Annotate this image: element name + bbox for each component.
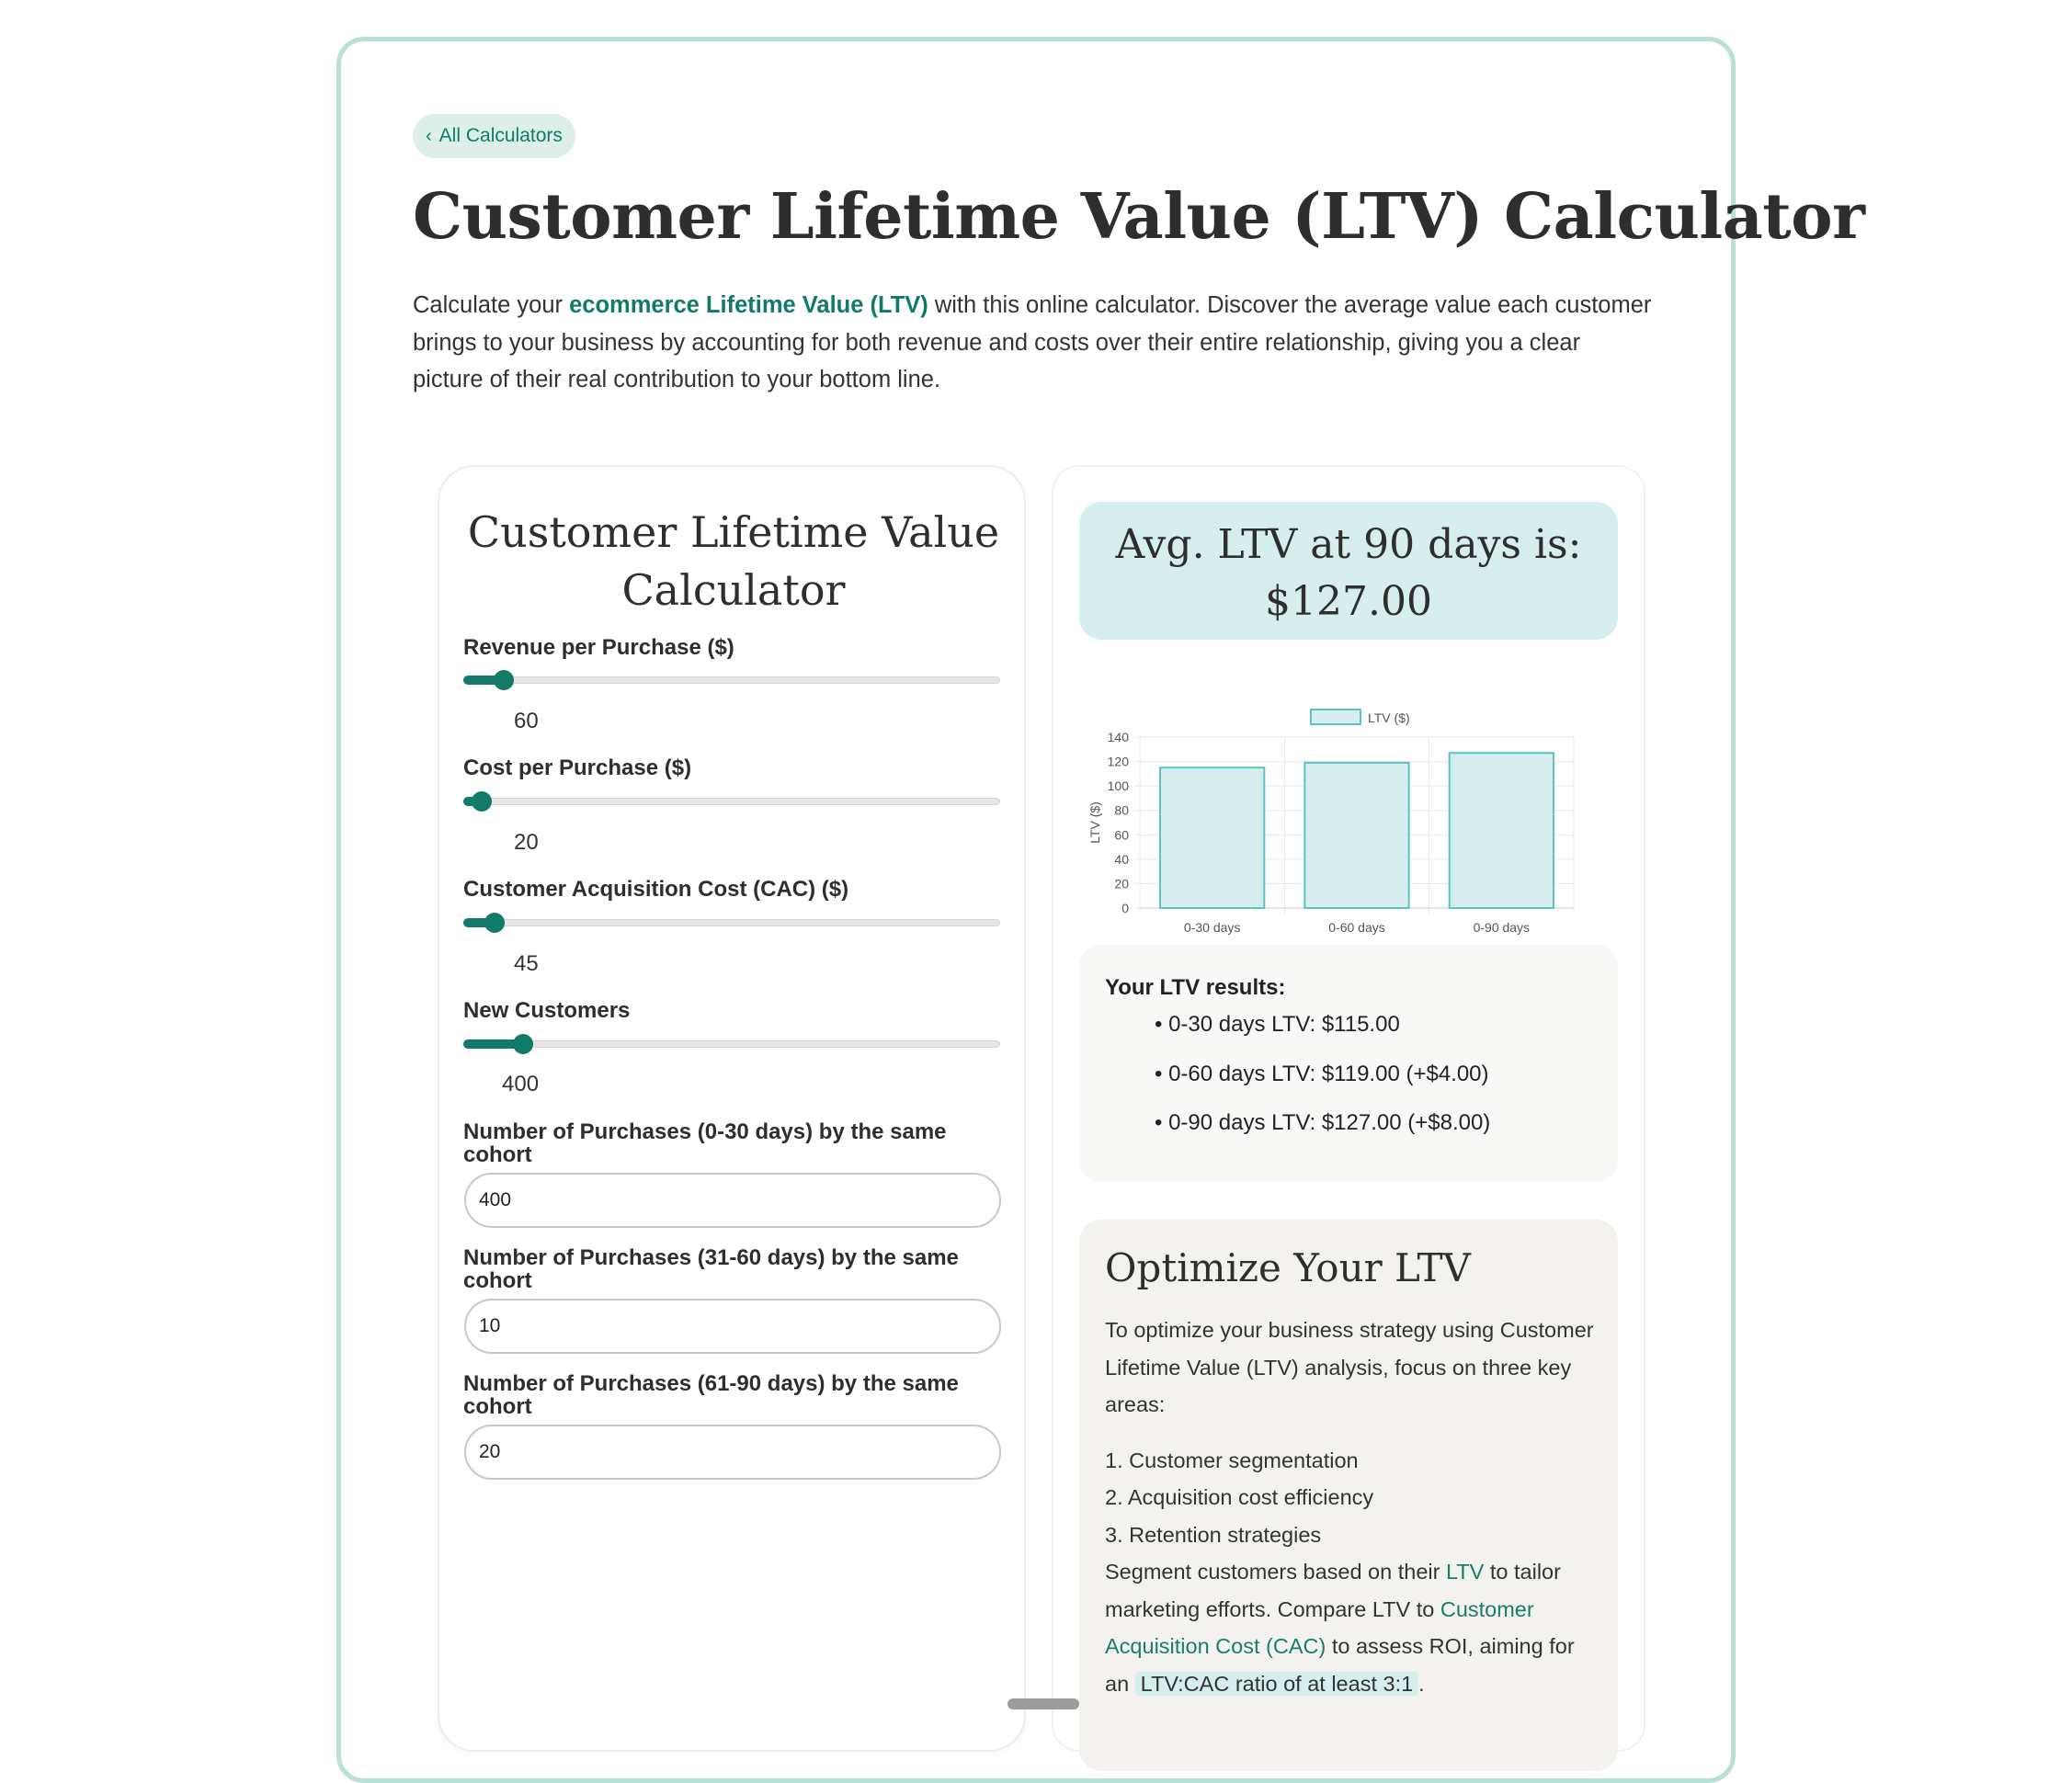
cac-slider[interactable] xyxy=(463,916,1000,929)
optimize-text: . xyxy=(1418,1671,1425,1696)
result-item: • 0-90 days LTV: $127.00 (+$8.00) xyxy=(1155,1110,1491,1135)
all-calculators-button[interactable] xyxy=(413,114,575,158)
optimize-text: Segment customers based on their xyxy=(1105,1560,1446,1584)
new-customers-value: 400 xyxy=(502,1072,540,1096)
slider-thumb[interactable] xyxy=(513,1034,533,1054)
bar xyxy=(1450,753,1554,908)
new-customers-label: New Customers xyxy=(463,998,631,1023)
ltv-bar-chart xyxy=(1079,698,1594,947)
purchases-61-90-input[interactable]: 20 xyxy=(464,1425,1001,1480)
optimize-heading: Optimize Your LTV xyxy=(1105,1245,1471,1290)
optimize-list-item: 3. Retention strategies xyxy=(1105,1523,1322,1547)
avg-ltv-heading: Avg. LTV at 90 days is: xyxy=(1115,521,1582,568)
y-tick-label: 60 xyxy=(1114,827,1129,843)
cac-inline-link[interactable]: Customer Acquisition Cost (CAC) xyxy=(1105,1596,1534,1658)
cost-label: Cost per Purchase ($) xyxy=(463,755,692,780)
optimize-text: to tailor marketing efforts. Compare LTV to xyxy=(1105,1560,1561,1621)
slider-thumb[interactable] xyxy=(494,670,514,690)
optimize-text: to assess ROI, aiming for an xyxy=(1105,1634,1575,1696)
new-customers-slider[interactable] xyxy=(463,1038,1000,1050)
purchases-31-60-label: Number of Purchases (31-60 days) by the same cohort xyxy=(463,1245,959,1293)
results-title: Your LTV results: xyxy=(1105,975,1286,1000)
y-tick-label: 80 xyxy=(1114,802,1129,818)
cost-slider[interactable] xyxy=(463,795,1000,808)
legend-swatch xyxy=(1311,710,1360,724)
x-tick-label: 0-60 days xyxy=(1328,920,1385,935)
purchases-31-60-input[interactable]: 10 xyxy=(464,1299,1001,1354)
optimize-list-item: 2. Acquisition cost efficiency xyxy=(1105,1485,1374,1509)
result-item: • 0-60 days LTV: $119.00 (+$4.00) xyxy=(1155,1062,1489,1086)
ltv-inline-link[interactable]: LTV xyxy=(1445,1560,1485,1584)
purchases-61-90-label: Number of Purchases (61-90 days) by the same cohort xyxy=(463,1371,959,1419)
x-tick-label: 0-30 days xyxy=(1183,920,1241,935)
intro-text-end: with this online calculator. Discover the average value each customer brings to your business by accounting for both revenue and costs over their entire relationship, giving you a clear picture of their real contribution to your bottom line. xyxy=(413,292,1652,392)
cac-label: Customer Acquisition Cost (CAC) ($) xyxy=(463,877,849,902)
page-title: Customer Lifetime Value (LTV) Calculator xyxy=(413,180,1865,254)
bar xyxy=(1160,767,1264,908)
result-item: • 0-30 days LTV: $115.00 xyxy=(1155,1012,1400,1037)
chevron-left-icon: ‹ xyxy=(426,125,432,146)
all-calculators-label: All Calculators xyxy=(438,125,563,146)
calculator-heading: Customer Lifetime Value Calculator xyxy=(467,507,1000,615)
optimize-list-item: 1. Customer segmentation xyxy=(1105,1448,1359,1472)
bar xyxy=(1304,763,1408,908)
revenue-value: 60 xyxy=(514,709,539,733)
y-tick-label: 100 xyxy=(1107,778,1129,794)
ltv-link[interactable]: ecommerce Lifetime Value (LTV) xyxy=(569,292,928,318)
ratio-highlight: LTV:CAC ratio of at least 3:1 xyxy=(1135,1672,1419,1696)
avg-ltv-box xyxy=(1079,502,1618,640)
x-tick-label: 0-90 days xyxy=(1473,920,1531,935)
legend-label: LTV ($) xyxy=(1368,710,1410,725)
slider-thumb[interactable] xyxy=(472,791,492,812)
avg-ltv-value: $127.00 xyxy=(1265,578,1432,625)
cost-value: 20 xyxy=(514,830,539,855)
y-axis-label: LTV ($) xyxy=(1087,801,1102,844)
purchases-0-30-label: Number of Purchases (0-30 days) by the same cohort xyxy=(463,1119,947,1167)
ltv-results-box xyxy=(1079,945,1618,1182)
optimize-intro: To optimize your business strategy using Customer Lifetime Value (LTV) analysis, focus on three key areas: xyxy=(1105,1318,1594,1416)
intro-text-start: Calculate your xyxy=(413,292,570,318)
purchases-0-30-input[interactable]: 400 xyxy=(464,1173,1001,1228)
cac-value: 45 xyxy=(514,951,539,976)
intro-paragraph xyxy=(413,287,1654,399)
optimize-section xyxy=(1079,1220,1618,1771)
y-tick-label: 20 xyxy=(1114,876,1129,892)
y-tick-label: 120 xyxy=(1107,754,1129,769)
y-tick-label: 0 xyxy=(1121,901,1129,915)
y-tick-label: 140 xyxy=(1107,730,1129,744)
revenue-slider[interactable] xyxy=(463,674,1000,687)
scroll-handle[interactable] xyxy=(1008,1698,1079,1709)
optimize-paragraph xyxy=(1105,1553,1601,1702)
slider-thumb[interactable] xyxy=(484,913,505,933)
y-tick-label: 40 xyxy=(1114,851,1129,867)
revenue-label: Revenue per Purchase ($) xyxy=(463,635,734,660)
